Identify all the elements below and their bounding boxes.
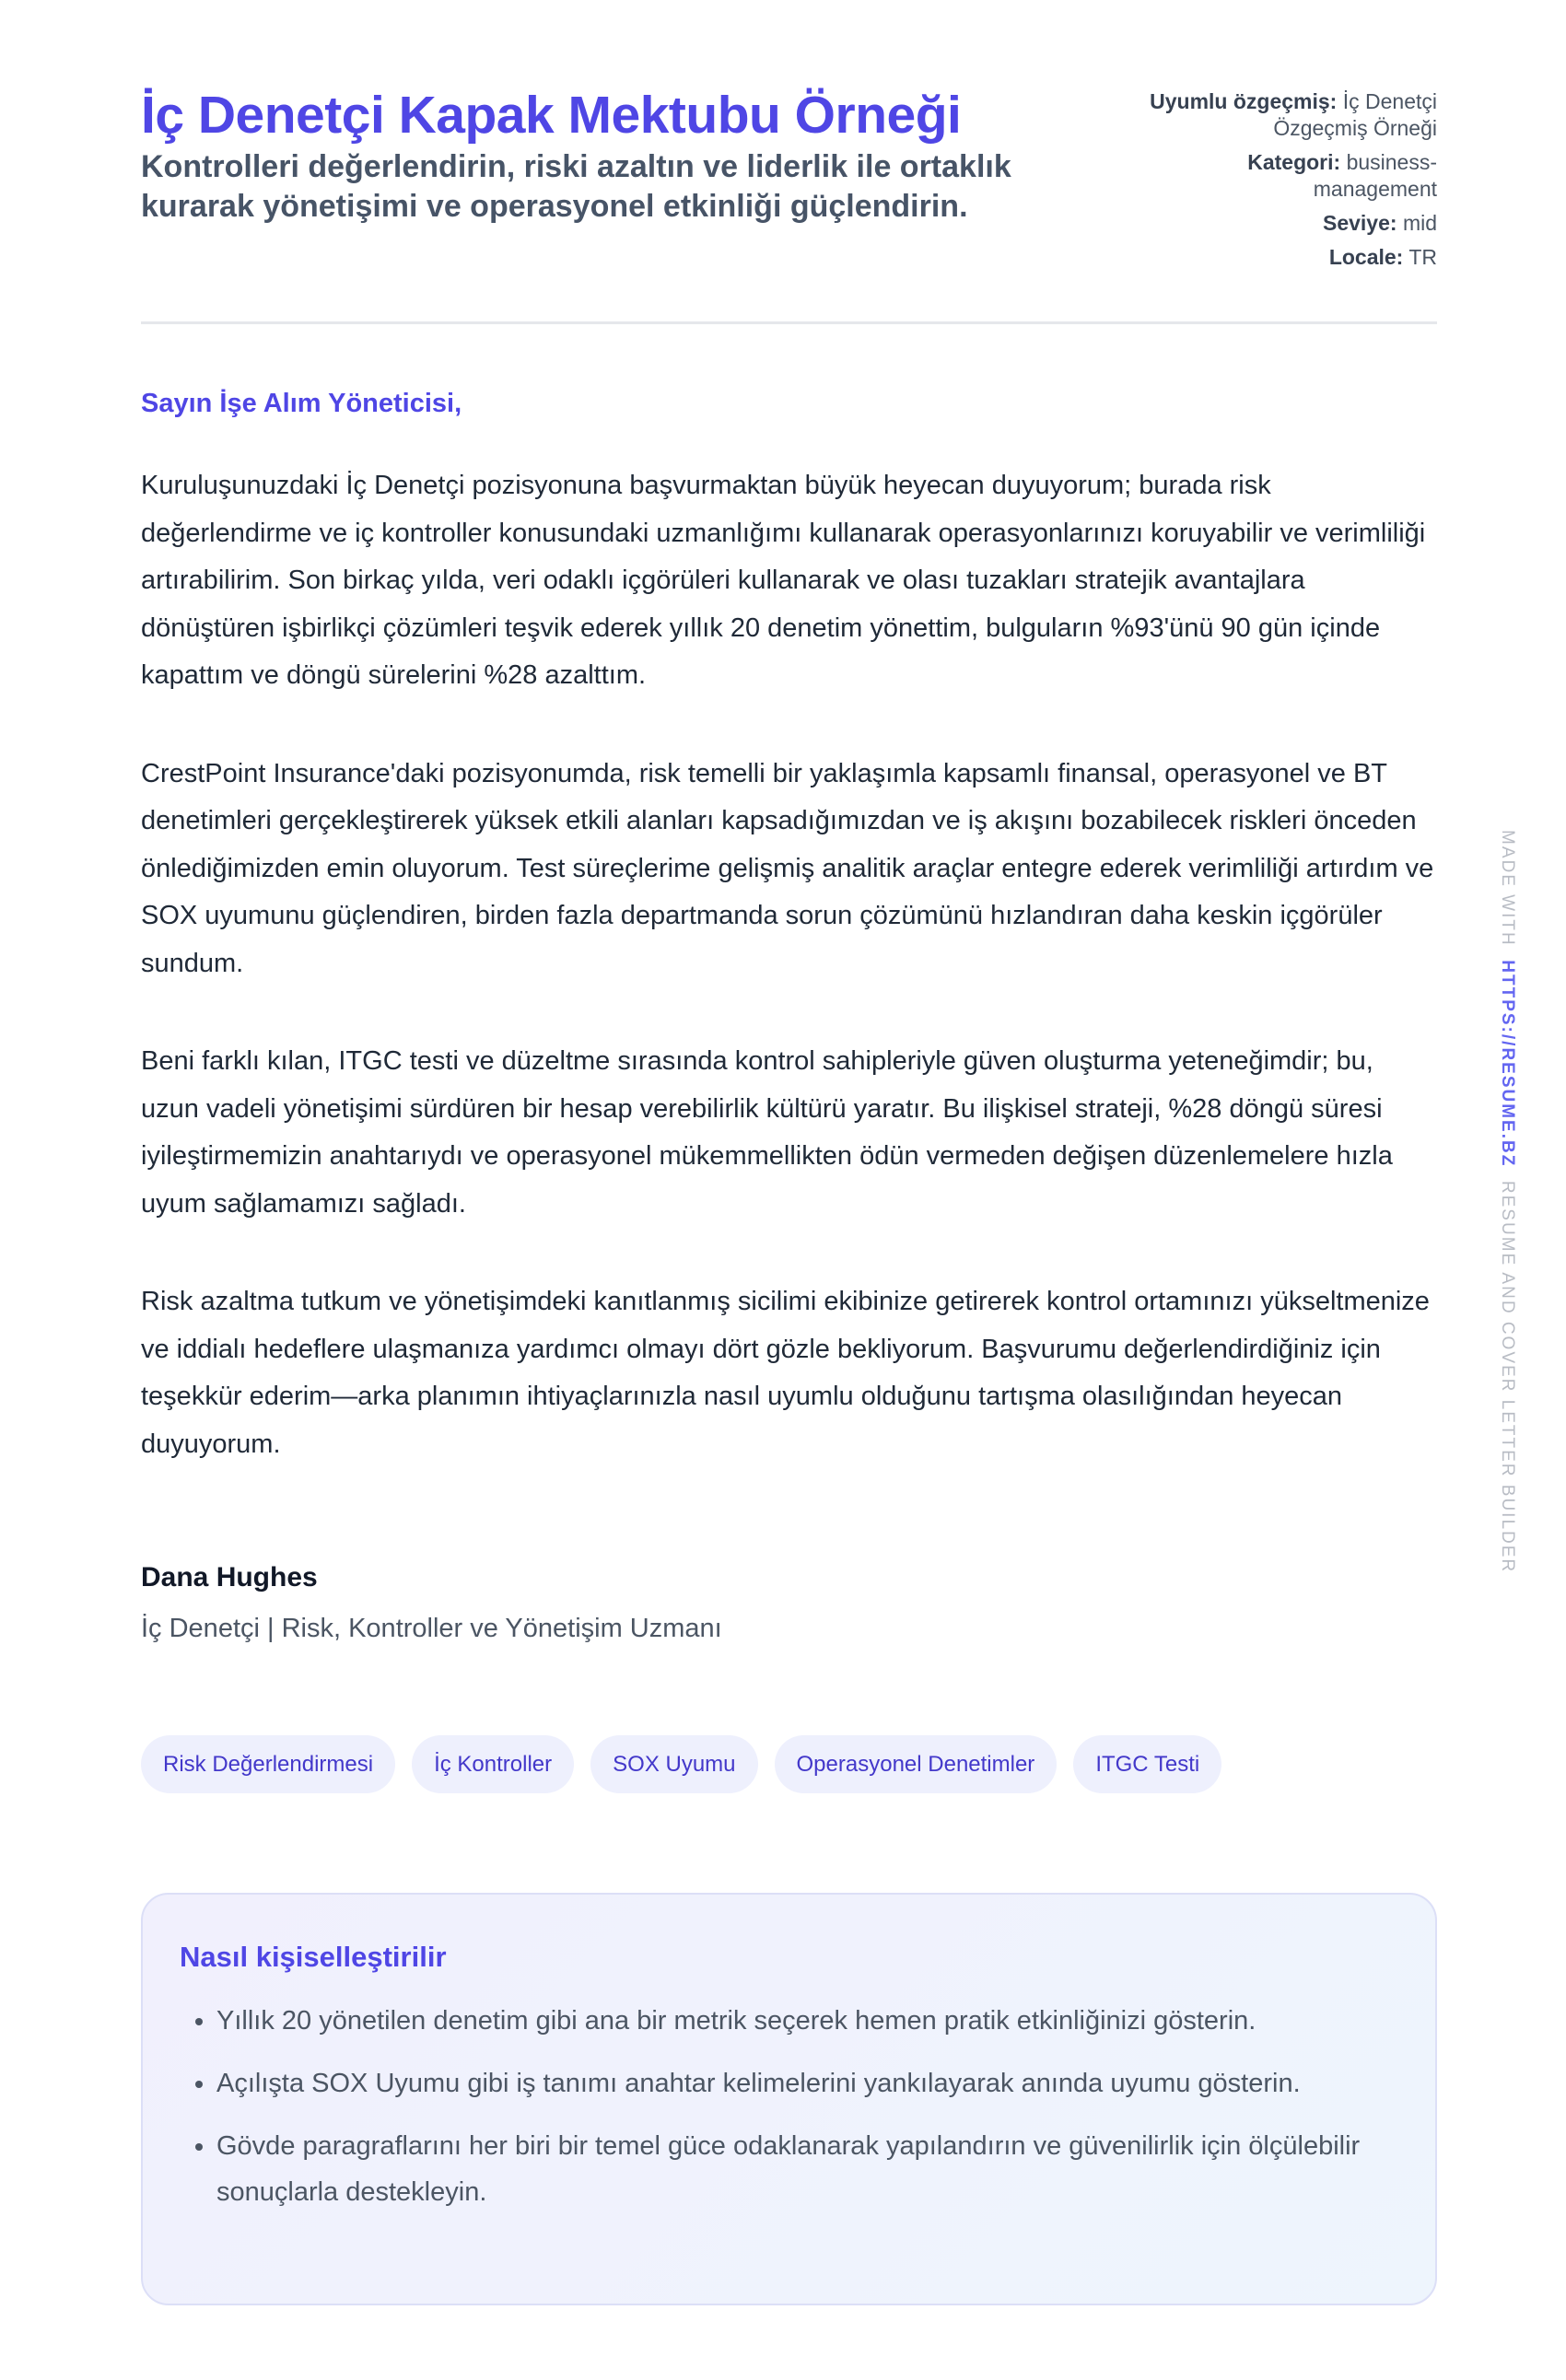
meta-locale: Locale: TR <box>1328 245 1437 269</box>
tag: SOX Uyumu <box>590 1735 757 1793</box>
signature-name: Dana Hughes <box>141 1562 318 1592</box>
tips-box <box>141 1893 1437 2305</box>
signature <box>141 1562 722 1644</box>
tag: İç Kontroller <box>412 1735 574 1793</box>
tip-item: • Gövde paragraflarını her biri bir temel güce odaklanarak yapılandırın ve güvenilirlik için ölçülebilir sonuçlarla destekleyin. <box>216 2123 1398 2215</box>
meta-category: Kategori: business-management <box>1247 150 1437 201</box>
watermark: MADE WITH HTTPS://RESUME.BZ RESUME AND COVER LETTER BUILDER <box>1498 830 1517 1574</box>
paragraph: Risk azaltma tutkum ve yönetişimdeki kanıtlanmış sicilimi ekibinize getirerek kontrol ortamınızı yükseltmenize ve iddialı hedeflere ulaşmanıza yardımcı olmayı dört gözle bekliyorum. Başvurumu değerlendirdiğiniz için teşekkür ederim—arka planımın ihtiyaçlarınızla nasıl uyumlu olduğunu tartışma olasılığından heyecan duyuyorum. <box>141 1287 1430 1459</box>
meta-info <box>1142 88 1437 278</box>
signature-title: İç Denetçi | Risk, Kontroller ve Yönetişim Uzmanı <box>141 1614 722 1643</box>
tips-list <box>180 1998 1398 2215</box>
paragraph: Kuruluşunuzdaki İç Denetçi pozisyonuna başvurmaktan büyük heyecan duyuyorum; burada risk değerlendirme ve iç kontroller konusundaki uzmanlığımı kullanarak operasyonlarınızı koruyabilir ve verimliliği artırabilirim. Son birkaç yılda, veri odaklı içgörüleri kullanarak ve olası tuzakları stratejik avantajlara dönüştüren işbirlikçi çözümleri teşvik ederek yıllık 20 denetim yönettim, bulguların %93'ünü 90 gün içinde kapattım ve döngü sürelerini %28 azalttım. <box>141 471 1426 690</box>
page-title: İç Denetçi Kapak Mektubu Örneği <box>141 86 962 145</box>
meta-resume: Uyumlu özgeçmiş: İç Denetçi Özgeçmiş Örneği <box>1150 89 1437 140</box>
tip-item: • Açılışta SOX Uyumu gibi iş tanımı anahtar kelimelerini yankılayarak anında uyumu gösterin. <box>216 2060 1398 2106</box>
tip-item: • Yıllık 20 yönetilen denetim gibi ana bir metrik seçerek hemen pratik etkinliğinizi gösterin. <box>216 1998 1398 2044</box>
meta-level: Seviye: mid <box>1322 211 1437 235</box>
cover-letter-page <box>141 0 1437 2207</box>
page-subtitle: Kontrolleri değerlendirin, riski azaltın ve liderlik ile ortaklık kurarak yönetişimi ve operasyonel etkinliği güçlendirin. <box>141 149 1011 224</box>
greeting: Sayın İşe Alım Yöneticisi, <box>141 389 462 418</box>
paragraph: CrestPoint Insurance'daki pozisyonumda, risk temelli bir yaklaşımla kapsamlı finansal, operasyonel ve BT denetimleri gerçekleştirerek yüksek etkili alanları kapsadığımızdan ve iş akışını bozabilecek riskleri önceden önlediğimizden emin oluyorum. Test süreçlerime gelişmiş analitik araçlar entegre ederek verimliliği artırdım ve SOX uyumunu güçlendiren, birden fazla departmanda sorun çözümünü hızlandıran daha keskin içgörüler sundum. <box>141 758 1434 978</box>
skill-tags <box>141 1735 1221 1793</box>
watermark-link[interactable]: HTTPS://RESUME.BZ <box>1498 960 1517 1168</box>
tag: Operasyonel Denetimler <box>775 1735 1058 1793</box>
tag: ITGC Testi <box>1073 1735 1221 1793</box>
header <box>141 0 1437 324</box>
tag: Risk Değerlendirmesi <box>141 1735 395 1793</box>
paragraph: Beni farklı kılan, ITGC testi ve düzeltme sırasında kontrol sahipleriyle güven oluşturma yeteneğimdir; bu, uzun vadeli yönetişimi sürdüren bir hesap verebilirlik kültürü yaratır. Bu ilişkisel strateji, %28 döngü süresi iyileştirmemizin anahtarıydı ve operasyonel mükemmellikten ödün vermeden değişen düzenlemelere hızla uyum sağlamamızı sağladı. <box>141 1046 1393 1219</box>
tips-title: Nasıl kişiselleştirilir <box>180 1941 447 1973</box>
letter-body <box>141 462 1437 1519</box>
